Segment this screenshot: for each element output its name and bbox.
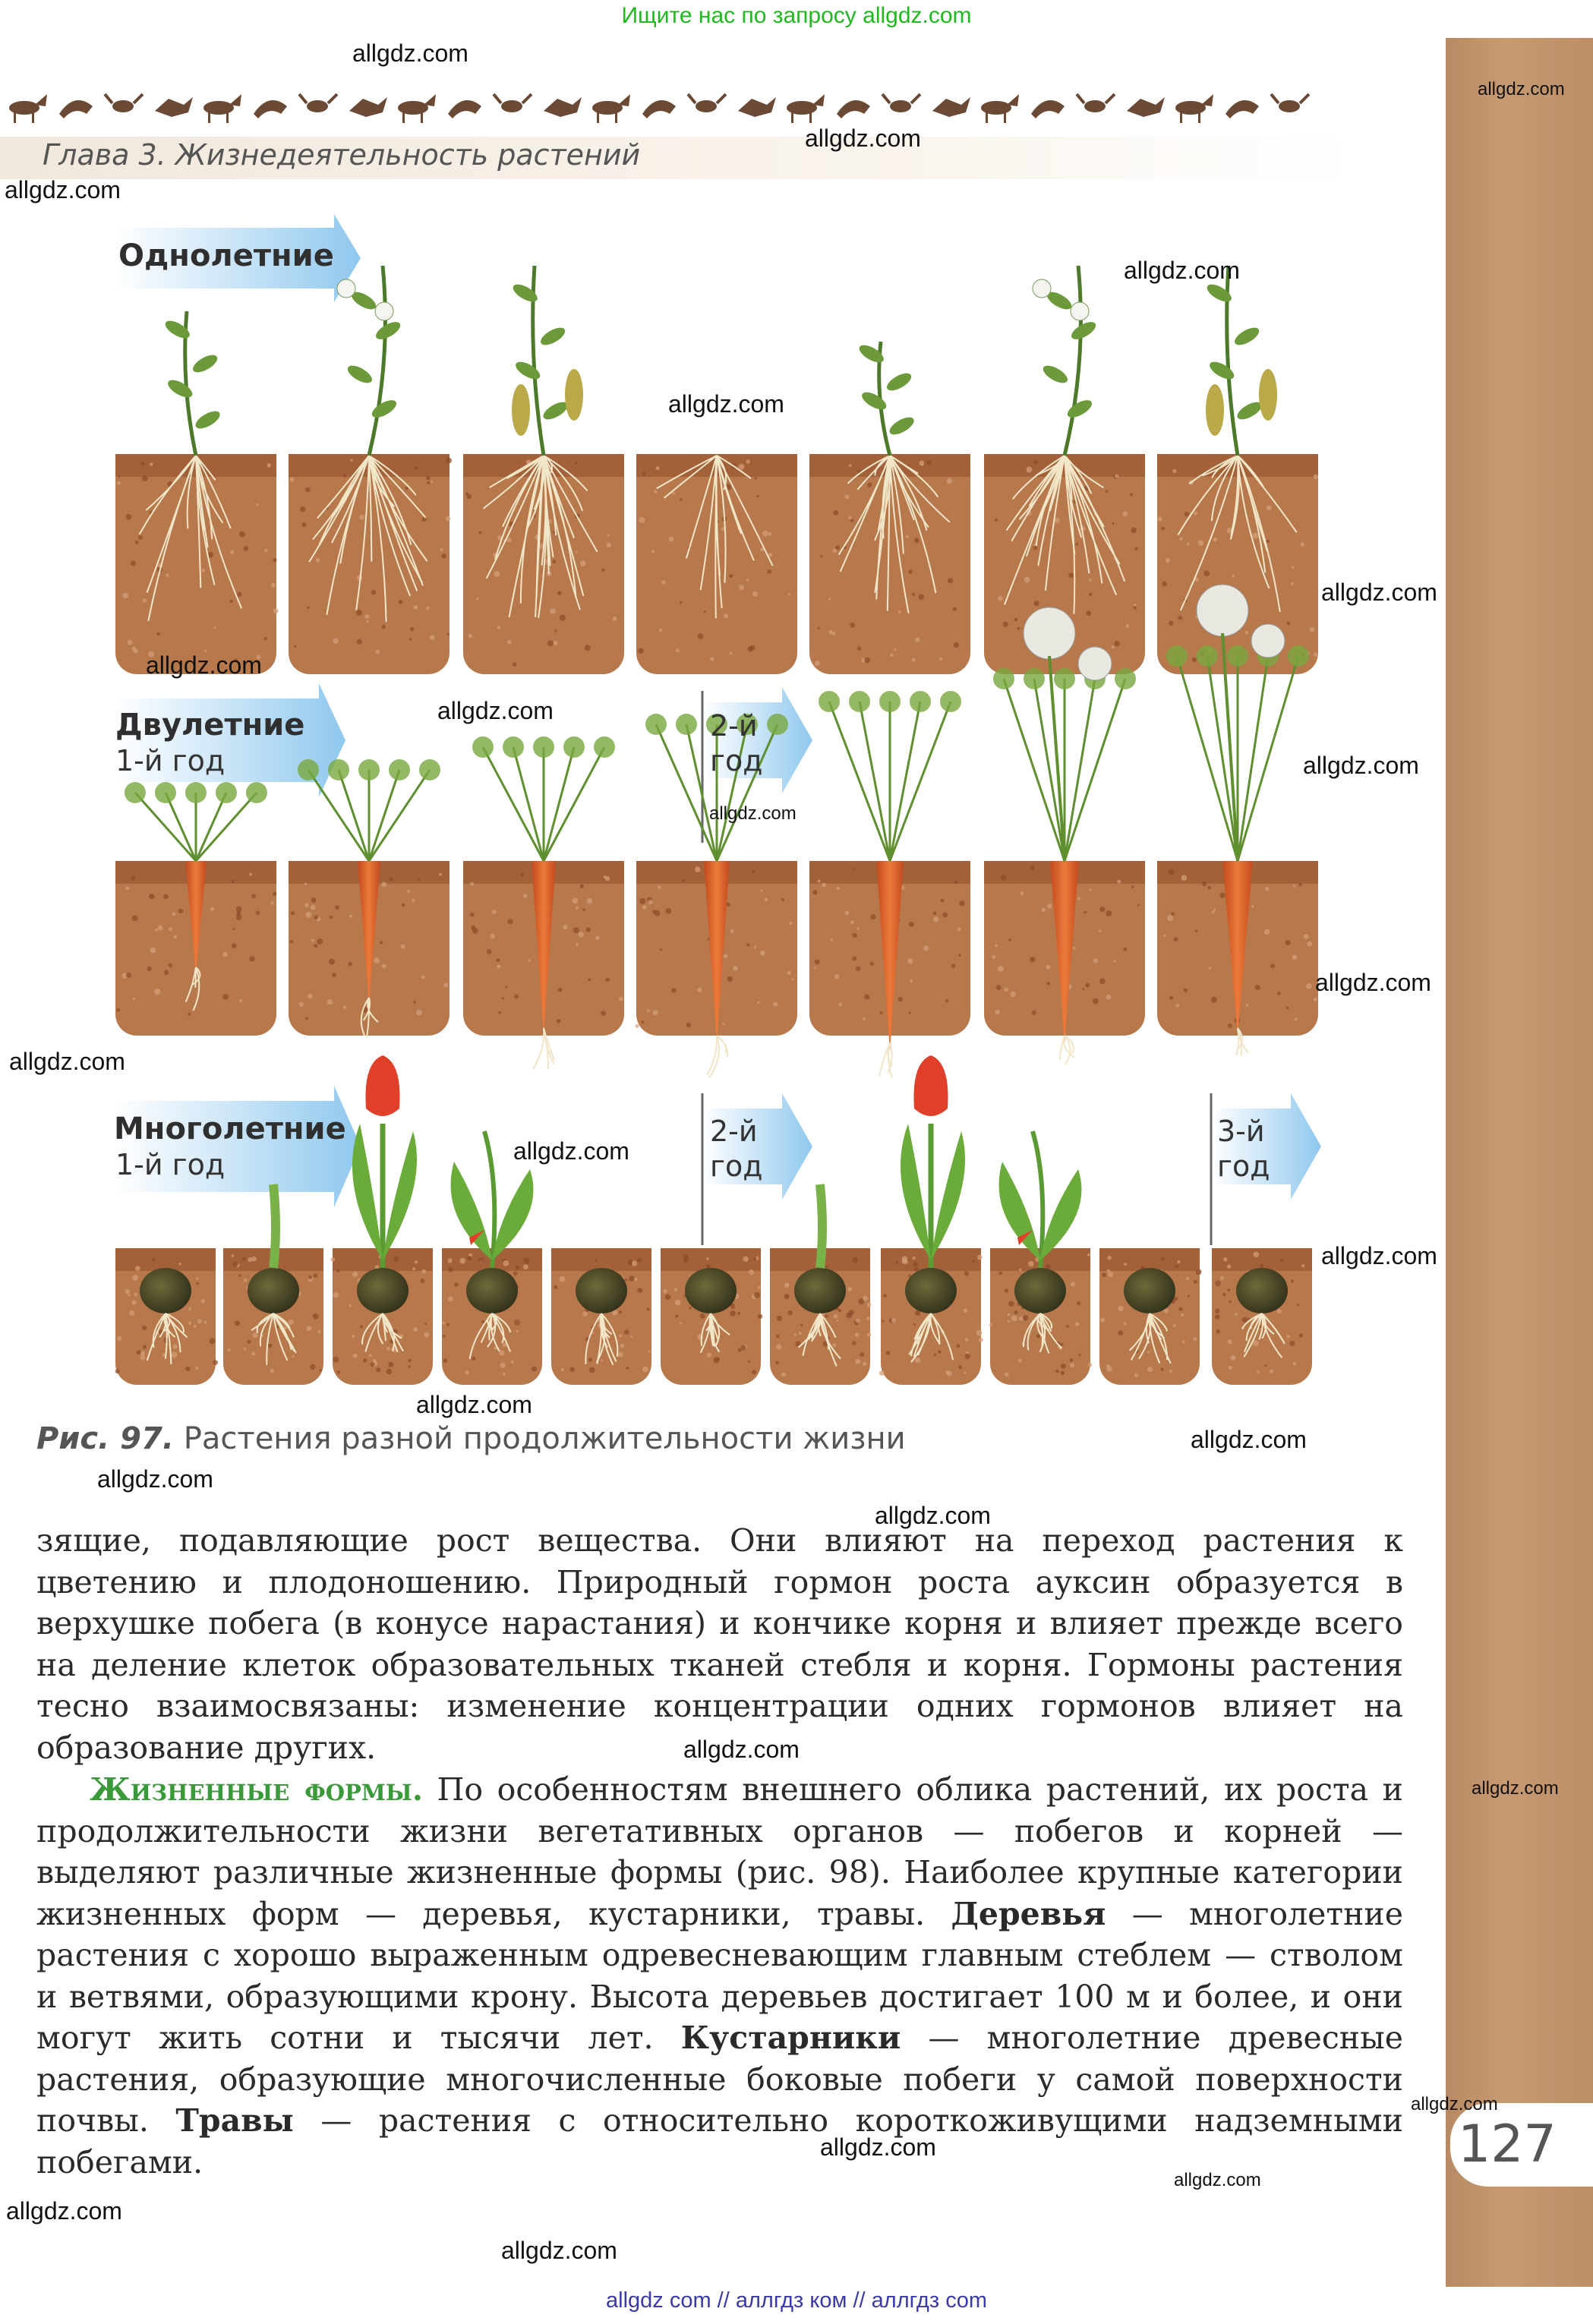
watermark[interactable]: allgdz.com [668,390,784,418]
arrow-perennial-year1 [114,1086,361,1207]
label-perennial-year3: 3-й [1217,1115,1265,1148]
watermark[interactable]: allgdz.com [6,2197,122,2225]
watermark[interactable]: allgdz.com [1321,1242,1437,1269]
annual-plant-stage [809,342,970,674]
top-banner[interactable]: Ищите нас по запросу allgdz.com [621,3,972,28]
label-annual: Однолетние [118,238,334,273]
watermark[interactable]: allgdz.com [513,1137,629,1165]
watermark[interactable]: allgdz.com [5,176,121,203]
perennial-plant-stage [879,1055,983,1385]
label-perennial-year1: 1-й год [115,1148,226,1181]
term-trees: Деревья [951,1895,1106,1932]
watermark[interactable]: allgdz.com [501,2237,617,2264]
bottom-banner[interactable]: allgdz com // аллгдз ком // аллгдз com [606,2288,987,2313]
watermark[interactable]: allgdz.com [1478,79,1565,99]
watermark[interactable]: allgdz.com [1472,1778,1559,1799]
biennial-plant-stage [463,736,624,1070]
watermark[interactable]: allgdz.com [709,803,796,824]
life-forms-text-e: — растения с относительно короткоживущими надземными побегами. [36,2102,1403,2181]
perennial-plant-stage [551,1248,651,1385]
paragraph-hormones: зящие, подавляющие рост вещества. Они влияют на переход растения к цветению и плодоношению. Природный гормон роста ауксин образуется в верхушке побега (в конусе нарастания) и кончике корня и влияет прежде всего на деление клеток образовательных тканей стебля и корня. Гормоны растения тесно взаимосвязаны: изменение концентрации одних гормонов влияет на образование других. [36,1522,1403,1766]
annual-plant-stage [115,311,279,674]
annual-plant-stage [289,266,452,674]
perennial-plant-stage [115,1248,219,1385]
label-biennial-year2: 2-й [710,709,758,743]
annual-plant-stage [463,266,624,674]
watermark[interactable]: allgdz.com [437,697,554,724]
annual-plant-stage [636,454,797,674]
figure-caption [36,1421,906,1456]
watermark[interactable]: allgdz.com [1315,969,1431,996]
perennial-plant-stage [661,1248,762,1385]
perennial-plant-stage [330,1055,433,1385]
biennial-plant-stage [1157,585,1318,1056]
watermark[interactable]: allgdz.com [9,1048,125,1075]
page-number: 127 [1450,2103,1593,2187]
life-forms-text-a: По особенностям внешнего облика растений, их роста и продолжительности жизни вегетативных органов — побегов и корней — выделяют различные жизненные формы (рис. 98). Наиболее крупные категории жизненных форм — деревья, кустарники, травы. [36,1771,1403,1932]
label-biennial-year1: 1-й год [115,744,226,777]
watermark[interactable]: allgdz.com [416,1391,532,1418]
label-perennial: Многолетние [114,1112,346,1146]
perennial-plant-stage [223,1184,323,1385]
perennial-plant-stage [770,1184,871,1385]
label-perennial-year2-god: год [710,1149,763,1183]
perennial-plant-stage [989,1131,1092,1385]
caption-text: Растения разной продолжительности жизни [183,1421,906,1456]
perennial-plant-stage [442,1131,542,1385]
life-forms-text-c: — многолетние растения с хорошо выраженным одревесневающим главным стеблем — стволом и ветвями, образующими крону. Высота деревьев достигает 100 м и более, и они могут жить сотни и тысячи лет. [36,1895,1403,2056]
watermark[interactable]: allgdz.com [1191,1426,1307,1453]
biennial-plant-stage [289,759,450,1038]
biennial-plant-stage [115,782,276,1036]
label-biennial-year2-god: год [710,744,763,777]
life-forms-text-d: — многолетние древесные растения, образующие многочисленные боковые побеги у самой поверхности почвы. [36,2020,1403,2139]
label-biennial: Двулетние [115,708,305,743]
term-shrubs: Кустарники [680,2020,901,2056]
watermark[interactable]: allgdz.com [875,1502,991,1529]
life-forms-heading: Жизненные формы. [90,1771,424,1808]
term-herbs: Травы [175,2102,294,2139]
watermark[interactable]: allgdz.com [820,2133,936,2161]
watermark[interactable]: allgdz.com [1124,257,1240,284]
watermark[interactable]: allgdz.com [1321,579,1437,606]
biennial-plant-stage [809,691,970,1078]
paragraph-life-forms [36,1769,1403,2183]
watermark[interactable]: allgdz.com [683,1736,800,1763]
watermark[interactable]: allgdz.com [1174,2170,1261,2190]
watermark[interactable]: allgdz.com [352,39,468,67]
perennial-plant-stage [1212,1248,1312,1385]
chapter-title: Глава 3. Жизнедеятельность растений [43,138,641,172]
watermark[interactable]: allgdz.com [146,651,262,679]
perennial-plant-stage [1099,1248,1201,1385]
watermark[interactable]: allgdz.com [1303,752,1419,779]
caption-number: Рис. 97. [36,1421,175,1456]
watermark[interactable]: allgdz.com [1411,2094,1498,2114]
label-perennial-year2: 2-й [710,1115,758,1148]
watermark[interactable]: allgdz.com [805,125,921,152]
label-perennial-year3-god: год [1217,1149,1270,1183]
biennial-plant-stage [984,607,1145,1064]
watermark[interactable]: allgdz.com [97,1465,213,1493]
